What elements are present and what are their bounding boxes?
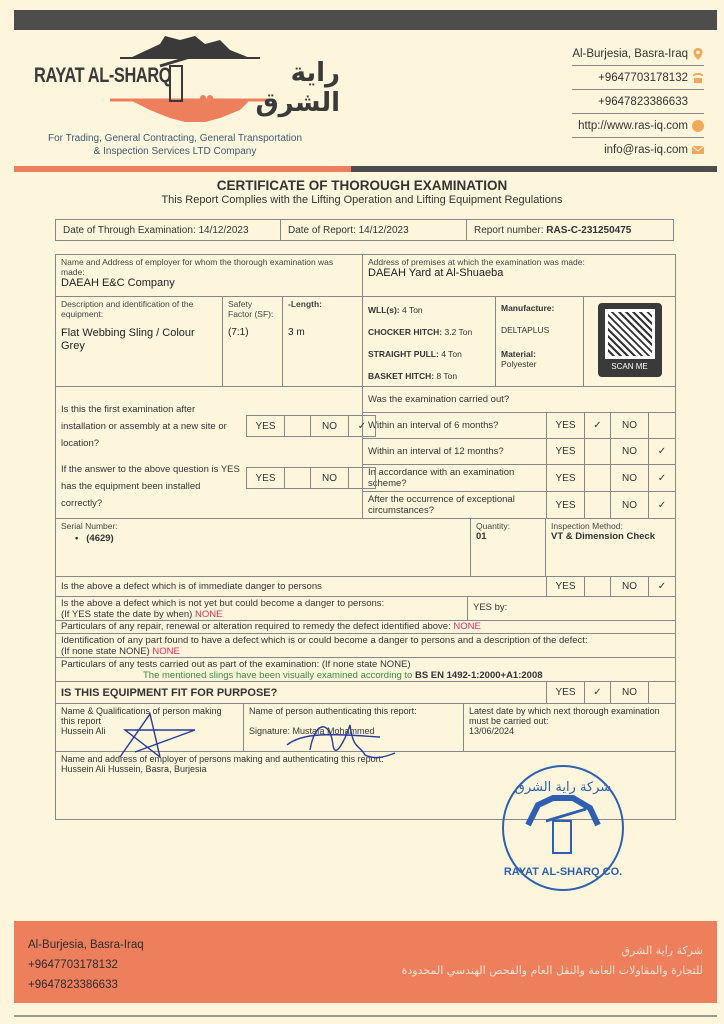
interval-row: After the occurrence of exceptional circumstances? YES NO ✓ — [363, 492, 675, 518]
inspection-cell — [546, 519, 675, 576]
company-logo — [20, 36, 340, 118]
report-date: Date of Report: 14/12/2023 — [281, 220, 467, 240]
company-tagline — [20, 132, 330, 158]
quantity-cell — [471, 519, 546, 576]
bottom-rule — [14, 1015, 717, 1017]
qr-cell — [584, 297, 675, 386]
fit-no-box[interactable] — [649, 682, 675, 703]
yes-by-field[interactable]: YES by: — [473, 602, 508, 613]
footer-arabic — [402, 941, 703, 981]
identification-cell: Identification of any part found to have a defect which is or could become a danger to persons and a description of the defect: (If none state NONE) NONE — [61, 635, 588, 657]
material-value: Polyester — [501, 359, 537, 369]
description-cell — [56, 297, 223, 386]
signature-mustafa-icon — [285, 715, 405, 765]
manufacture-label: Manufacture: — [501, 303, 555, 313]
scan-me-label: SCAN ME — [611, 362, 648, 371]
length-cell — [283, 297, 363, 386]
qr-code[interactable] — [598, 303, 662, 377]
length-label: -Length: — [288, 299, 322, 309]
svg-text:RAYAT AL-SHARQ CO.: RAYAT AL-SHARQ CO. — [503, 866, 623, 878]
footer-address: Al-Burjesia, Basra-Iraq — [28, 939, 144, 951]
inspection-label: Inspection Method: — [551, 521, 623, 531]
footer-contact — [28, 935, 144, 995]
exceptional-no-box[interactable]: ✓ — [657, 499, 667, 511]
material-label: Material: — [501, 349, 536, 359]
premises-value: DAEAH Yard at Al-Shuaeba — [368, 267, 504, 279]
six-months-no-box[interactable] — [649, 413, 675, 438]
maker-cell: Name & Qualifications of person making this report Hussein Ali — [56, 704, 244, 751]
installed-yes-no: YES NO — [246, 467, 376, 489]
svg-text:شركة راية الشرق: شركة راية الشرق — [514, 780, 612, 795]
premises-label: Address of premises at which the examination was made: — [368, 257, 585, 267]
fit-for-purpose-question: IS THIS EQUIPMENT FIT FOR PURPOSE? — [56, 682, 547, 703]
next-exam-cell: Latest date by which next thorough examination must be carried out: 13/06/2024 — [464, 704, 675, 751]
inspection-value: VT & Dimension Check — [551, 531, 655, 542]
employer-of-persons-cell: Name and address of employer of persons making and authenticating this report: Hussein Ali Hussein, Basra, Burjesia — [56, 752, 675, 819]
exceptional-yes-box[interactable] — [585, 492, 611, 518]
safety-factor-cell — [223, 297, 283, 386]
tagline-line-2: & Inspection Services LTD Company — [93, 146, 257, 157]
footer-phone-2: +9647823386633 — [28, 979, 118, 991]
footer-arabic-line-1: شركة راية الشرق — [621, 944, 703, 957]
interval-row: In accordance with an examination scheme? YES NO ✓ — [363, 465, 675, 492]
contact-address: Al-Burjesia, Basra-Iraq — [572, 47, 688, 60]
right-questions — [363, 387, 675, 518]
scheme-yes-box[interactable] — [585, 465, 611, 491]
length-value: 3 m — [288, 327, 305, 338]
serial-value: (4629) — [86, 533, 114, 544]
globe-icon — [692, 120, 704, 132]
footer-band — [14, 921, 717, 1003]
first-exam-yes-box[interactable] — [285, 416, 311, 436]
employer-value: DAEAH E&C Company — [61, 277, 175, 289]
tests-cell: Particulars of any tests carried out as part of the examination: (If none state NONE) The mentioned slings have been visually examined according to BS EN 1492-1:2000+A1:2008 — [61, 659, 543, 681]
serial-cell: Serial Number: • (4629) — [56, 519, 471, 576]
header-divider — [14, 166, 717, 172]
location-pin-icon — [692, 48, 704, 60]
immediate-yes-box[interactable] — [585, 577, 611, 596]
contact-email[interactable]: info@ras-iq.com — [604, 144, 688, 156]
qr-code-icon — [605, 309, 655, 359]
interval-row: Within an interval of 6 months? YES ✓ NO — [363, 413, 675, 439]
signature-hussein-icon — [115, 712, 205, 762]
envelope-icon — [692, 144, 704, 156]
maker-value: Hussein Ali — [61, 726, 106, 736]
contact-website[interactable]: http://www.ras-iq.com — [578, 119, 688, 132]
installed-no-box[interactable] — [349, 468, 375, 488]
tagline-line-1: For Trading, General Contracting, General Transportation — [47, 133, 303, 144]
company-name-en: RAYAT AL-SHARQ — [34, 64, 172, 87]
future-danger-cell: Is the above a defect which is not yet but could become a danger to persons: (If YES state the date by when) NONE — [56, 597, 468, 620]
header-top-bar — [14, 10, 717, 30]
company-stamp-icon — [498, 763, 628, 893]
authenticator-cell: Name of person authenticating this report: Signature: Mustafa Mohammed — [244, 704, 464, 751]
repair-cell: Particulars of any repair, renewal or alteration required to remedy the defect identified above: NONE — [61, 621, 481, 632]
footer-arabic-line-2: للتجارة والمقاولات العامة والنقل العام والفحص الهندسي المحدودة — [401, 964, 703, 977]
interval-heading: Was the examination carried out? — [363, 387, 675, 413]
interval-row: Within an interval of 12 months? YES NO ✓ — [363, 439, 675, 465]
footer-phone-1: +9647703178132 — [28, 959, 118, 971]
manufacture-value: DELTAPLUS — [501, 325, 550, 335]
certificate-title — [0, 178, 724, 206]
page-title: CERTIFICATE OF THOROUGH EXAMINATION — [216, 178, 508, 193]
immediate-no-box[interactable]: ✓ — [657, 581, 667, 592]
twelve-months-yes-box[interactable] — [585, 439, 611, 464]
immediate-danger-question: Is the above a defect which is of immediate danger to persons — [56, 577, 547, 596]
employer-of-persons-value: Hussein Ali Hussein, Basra, Burjesia — [61, 764, 207, 774]
serial-label: Serial Number: — [61, 521, 118, 531]
safety-factor-label: Safety Factor (SF): — [228, 299, 274, 319]
premises-cell — [363, 255, 675, 296]
question-first-exam: Is this the first examination after installation or assembly at a new site or location? — [61, 404, 227, 449]
examination-form: Name and Address of employer for whom the thorough examination was made: DAEAH E&C Company Address of premises at which the examination was made: DAEAH Yard at Al-Shuaeba Description and identification of the equipment: Flat Webbing Sling / Colour Grey Safety Factor (SF): (7:1) -Length: 3 m WLL(s): 4 Ton CHOCKER HITCH: 3.2 Ton STRAIGHT PULL: 4 Ton BASKET HITCH: 8 Ton Manufacture: DELTAPLUS Material: Polyester SCAN ME Is this the first examination after installation or assembly at a new site or location? YES NO ✓ If the answer to the above question is YES has the equipment been installed correctly? YES NO Was the examination carried out? Within an interval of 6 months? YES ✓ NO Within an interval of 12 months? YES NO ✓ In accordance with an examination scheme? YES NO ✓ After the occurrence of exceptional circumstances? YES NO ✓ Serial Number: • (4629) Quantity: 01 Inspection Method: VT & Dimension Check Is the above a defect which is of immediate danger to persons YES NO ✓ Is the above a defect which is not yet but could become a danger to persons: (If YES state the date by when) NONE YES by: Particulars of any repair, renewal or alteration required to remedy the defect identified above: NONE Identification of any part found to have a defect which is or could become a danger to persons and a description of the defect: (If none state NONE) NONE Particulars of any tests carried out as part of the examination: (If none state NONE) The mentioned slings have been visually examined according to BS EN 1492-1:2000+A1:2008 IS THIS EQUIPMENT FIT FOR PURPOSE? YES ✓ NO Name & Qualifications of person making this report Hussein Ali Name of person authenticating this report: Signature: Mustafa Mohammed Latest date by which next thorough examination must be carried out: 13/06/2024 Name and address of employer of persons making and authenticating this report: Hussein Ali Hussein, Basra, Burjesia — [55, 254, 676, 820]
description-value: Flat Webbing Sling / Colour Grey — [61, 327, 195, 352]
first-exam-no-box[interactable]: ✓ — [357, 420, 367, 432]
employer-cell — [56, 255, 363, 296]
next-exam-date: 13/06/2024 — [469, 726, 515, 736]
first-exam-yes-no: YES NO ✓ — [246, 415, 376, 437]
twelve-months-no-box[interactable]: ✓ — [657, 446, 667, 457]
quantity-label: Quantity: — [476, 521, 511, 531]
quantity-value: 01 — [476, 531, 487, 542]
exam-date: Date of Through Examination: 14/12/2023 — [56, 220, 281, 240]
page-subtitle: This Report Complies with the Lifting Operation and Lifting Equipment Regulations — [161, 194, 563, 206]
scheme-no-box[interactable]: ✓ — [657, 472, 667, 484]
wll-cell: WLL(s): 4 Ton CHOCKER HITCH: 3.2 Ton STRAIGHT PULL: 4 Ton BASKET HITCH: 8 Ton — [363, 297, 496, 386]
authenticator-value: Signature: Mustafa Mohammed — [249, 726, 375, 736]
contact-phone-1: +9647703178132 — [598, 71, 688, 84]
report-number: Report number: RAS-C-231250475 — [474, 225, 632, 236]
phone-icon — [692, 72, 704, 84]
manufacture-cell — [496, 297, 584, 386]
left-questions — [56, 387, 367, 518]
installed-yes-box[interactable] — [285, 468, 311, 488]
header-contact — [572, 42, 704, 162]
employer-label: Name and Address of employer for whom the thorough examination was made: — [61, 257, 334, 277]
description-label: Description and identification of the equipment: — [61, 299, 194, 319]
fit-yes-box[interactable]: ✓ — [585, 682, 611, 703]
contact-phone-2: +9647823386633 — [598, 95, 688, 108]
company-name-ar: راية الشرق — [255, 58, 340, 118]
six-months-yes-box[interactable]: ✓ — [585, 413, 611, 438]
future-danger-value: NONE — [194, 609, 223, 620]
date-bar — [55, 219, 674, 241]
question-installed-correctly: If the answer to the above question is YES has the equipment been installed correctly? — [61, 464, 240, 509]
safety-factor-value: (7:1) — [228, 327, 249, 338]
